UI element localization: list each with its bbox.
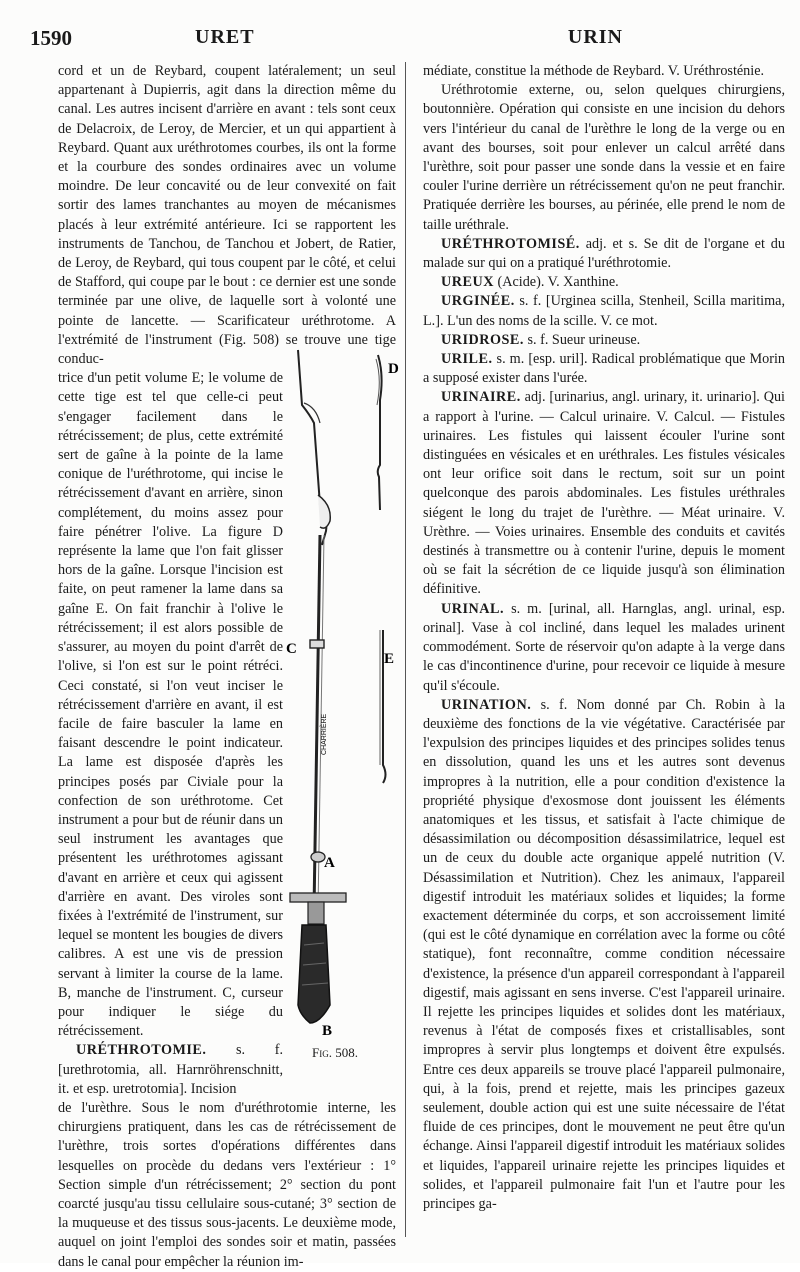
maker-mark: CHARRIÈRE [321,713,328,755]
right-running-head: URIN [567,26,623,48]
entry-definition: (Acide). V. Xanthine. [493,274,619,291]
entry-definition: s. f. [urethrotomia, all. Harnröhrenschnitt, it. et esp. uretrotomia]. Incision [58,1042,283,1097]
running-header [30,26,778,56]
entry-definition: s. f. [Urginea scilla, Stenheil, Scilla maritima, L.]. L'un des noms de la scille. V. ce mot. [423,293,785,329]
entry-term: URILE. [441,351,493,368]
collar [290,893,346,902]
entry-urethrotomie [58,1041,283,1099]
label-a: A [324,855,335,871]
screw-a [311,852,325,862]
olive [318,495,330,528]
left-paragraph-continued: cord et un de Reybard, coupent latéralement; un seul appartenant à Dupierris, agit dans la direction même du canal. Les autres incisent d'arrière en avant : tels sont ceux de Delacroix, de Leroy, de Mercier, et un qui appartient à Reybard. Quant aux uréthrotomes courbes, ils ont la forme et la courbure des sondes ordinaires avec un volume moindre. De leur concavité ou de leur convexité on fait sortir des lames tranchantes au moyen de mécanismes placés à leur extrémité antérieure. Ici se rapportent les instruments de Tanchou, de Tanchou et Jobert, de Ratier, de Leroy, de Reybard, qui tous coupent par le côté, et celui de Stafford, qui coupe par le bout : ce dernier est une sonde terminée par une olive, de laquelle sort à volonté une pointe de lancette. — Scarificateur uréthrotome. A l'extrémité de l'instrument (Fig. 508) se trouve une tige conduc- [58,63,396,368]
entry-term: URÉTHROTOMIE. [76,1042,207,1059]
cursor-c [310,640,324,648]
entry-term: UREUX [441,274,494,291]
entry-definition: s. f. Sueur urineuse. [523,331,641,348]
entry-urinaire [423,388,785,599]
label-b: B [322,1023,333,1039]
entry-term: URINATION. [441,696,532,713]
entry-definition: adj. et s. Se dit de l'organe et du malade sur qui on a pratiqué l'uréthrotomie. [423,235,785,272]
left-paragraph-instrument: trice d'un petit volume E; le volume de cette tige est tel que celle-ci peut s'engager facilement dans le rétrécissement; de plus, cette extrémité sert de gaîne à la pointe de la lame conique de l'uréthrotome, qui incise le rétrécissement d'avant en arrière, sinon complétement, du moins assez pour faire pénétrer l'olive. La figure D représente la lame que l'on fait glisser hors de la gaîne. Lorsque l'incision est faite, on peut ramener la lame dans sa gaîne E. On fait franchir à l'olive le rétrécissement; il est alors possible de s'assurer, au moyen du point d'arrêt de l'olive, si l'on est sur le point rétréci. Ceci constaté, si l'on veut inciser le rétrécissement d'arrière en avant, il est facile de faire basculer la lame en faisant descendre le point indicateur. La lame est disposée d'après les principes posés par Civiale pour la confection de son uréthrotome. Cet instrument a pour but de réunir dans un seul instrument les avantages que présentent les uréthrotomes agissant d'avant en arrière et ceux qui agissent d'arrière en avant. Des viroles sont fixées à l'extrémité de l'instrument, sur lequel se montent les bougies de divers calibres. A est une vis de pression servant à limiter la course de la lame. B, manche de l'instrument. C, curseur pour indiquer le siége du rétrécissement. [58,370,283,1040]
entry-term: URINAIRE. [441,389,521,406]
column-divider [405,62,406,1237]
entry-urination [423,696,785,1214]
entry-term: URGINÉE. [441,293,515,310]
entry-term: URIDROSE. [441,331,524,348]
page-number: 1590 [30,26,72,50]
entry-definition: s. f. Nom donné par Ch. Robin à la deuxième des fonctions de la vie végétative. Caractérisée par l'expulsion des principes liquides et des principes solides tenus en dissolution, quand les uns et les autres sont devenus impropres à la nutrition, elle a pour condition d'existence la propriété physique d'exosmose dont jouissent les éléments anatomiques et les tissus, et satisfait à l'acte chimique de désassimilation ou décomposition désassimilatrice, lequel est un de ceux du double acte organique appelé nutrition (V. Désassimilation et Nutrition). Chez les animaux, l'appareil digestif introduit les matériaux solides et liquides; la forme exactement déterminée du corps, et son accroissement limité (qui est le côté dynamique en corrélation avec la forme ou côté statique), font reconnaître, comme condition nécessaire d'existence, la présence d'un appareil correspondant à l'appareil digestif, mais agissant en sens inverse. C'est l'appareil urinaire. Il rejette les principes liquides et solides dont les matériaux, revenus à l'état de composés fixes et cristallisables, sont impropres à servir plus longtemps et doivent être expulsés. Entre ces deux appareils se trouve placé l'appareil pulmonaire, qui, à la fois, prend et rejette, mais les principes gazeux seulement, double action qui est une suite nécessaire de l'état fluide de ces principes, dont le mouvement ne peut être qu'un échange. Ainsi l'appareil digestif introduit les matériaux solides et liquides, l'appareil urinaire rejette les principes liquides et solides, et l'appareil pulmonaire fait l'un et l'autre pour les principes ga- [423,696,785,1212]
entry-ureux [423,273,785,292]
ferrule [308,902,324,924]
label-d: D [388,361,399,377]
right-column [423,62,785,1214]
right-paragraph-externe: Uréthrotomie externe, ou, selon quelques chirurgiens, boutonnière. Opération qui consiste en une incision du dehors vers l'intérieur du canal de l'urèthre le long de la verge ou en avant des bourses, soit pour enlever un calcul arrêté dans l'urèthre, soit pour passer une sonde dans la vessie et en faire couler l'urine derrière un rétrécissement qu'on ne peut franchir. Pratiquée derrière les bourses, au périnée, elle prend le nom de taille uréthrale. [423,82,785,233]
label-c: C [286,641,297,657]
left-paragraph-urethrotomie-rest: de l'urèthre. Sous le nom d'uréthrotomie interne, les chirurgiens pratiquent, dans les cas de rétrécissement de l'urèthre, trois sortes d'opérations différentes dans lesquelles on procède du dedans vers l'extérieur : 1° Section simple d'un rétrécissement; 2° section du pont coarcté jusqu'au tissu cellulaire sous-cutané; 3° section de la muqueuse et des tissus sous-jacents. Le deuxième mode, auquel on joint l'emploi des sondes soir et matin, passées dans le canal pour empêcher la réunion im- [58,1099,396,1270]
handle-b [298,925,330,1023]
figure-caption: Fig. 508. [312,1045,358,1060]
entry-urethrotomise [423,235,785,273]
entry-definition: s. m. [esp. uril]. Radical problématique que Morin a supposé exister dans l'urée. [423,351,785,387]
entry-term: URÉTHROTOMISÉ. [441,235,580,252]
entry-definition: adj. [urinarius, angl. urinary, it. urinario]. Qui a rapport à l'urine. — Calcul urinaire. V. Calcul. — Fistules urinaires. Les fistules qui laissent écouler l'urine sont distinguées en vésicales et en uréthrales. Les fistules vésicales ont leur orifice soit dans le rectum, soit sur un point quelconque des parois abdominales. Les fistules uréthrales siégent le long du trajet de l'urèthre. — Méat urinaire. V. Urèthre. — Voies urinaires. Ensemble des conduits et cavités destinés à transmettre ou à contenir l'urine, depuis le moment où se fait la sécrétion de ce liquide jusqu'à son élimination définitive. [423,389,785,598]
entry-urinal [423,600,785,696]
figure-508-urethrotome [280,345,400,1065]
left-running-head: URET [195,26,255,48]
entry-definition: s. m. [urinal, all. Harnglas, angl. urinal, esp. orinal]. Vase à col incliné, dans lequel les malades urinent commodément. Sorte de réservoir qu'on adapte à la verge dans le cas d'incontinence d'urine, pour recevoir ce liquide à mesure qu'il s'écoule. [423,600,785,694]
entry-uridrose [423,331,785,350]
entry-term: URINAL. [441,600,505,617]
blade-d-edge [376,359,379,405]
entry-urile [423,350,785,388]
right-paragraph-continued: médiate, constitue la méthode de Reybard. V. Uréthrosténie. [423,63,765,79]
left-wrapped-text [58,369,283,1099]
label-e: E [384,651,395,667]
entry-urginee [423,292,785,330]
